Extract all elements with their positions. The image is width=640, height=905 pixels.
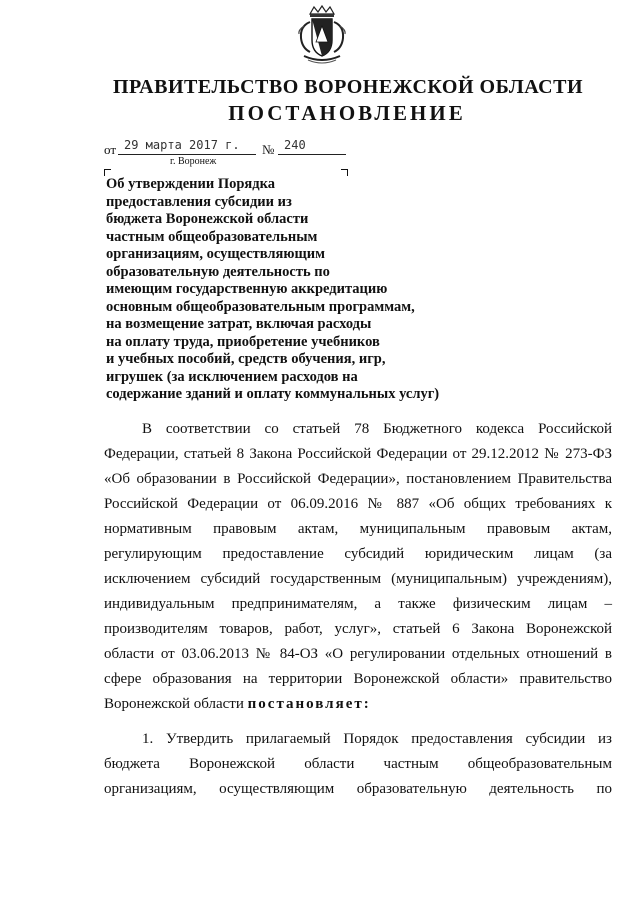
document-type: ПОСТАНОВЛЕНИЕ [228, 101, 466, 125]
subject-line: на возмещение затрат, включая расходы [106, 316, 372, 332]
decree-word: постановляет: [247, 696, 371, 712]
subject-line: предоставления субсидии из [106, 193, 292, 210]
subject-line: частным общеобразовательным [106, 228, 318, 245]
text-line: Российской Федерации от 06.09.2016 № 887 «Об общих требованиях к [104, 496, 612, 512]
subject-line: образовательную деятельность по [106, 263, 330, 280]
subject-line: и учебных пособий, средств обучения, игр, [106, 351, 386, 367]
text-line: производителям товаров, работ, услуг», статьей 6 Закона Воронежской [104, 621, 612, 637]
subject-corner-left [104, 169, 111, 176]
number-label: № [262, 142, 275, 157]
text-line: организациям, осуществляющим образовательную деятельность по [104, 781, 612, 797]
subject-line: на оплату труда, приобретение учебников [106, 333, 380, 350]
subject-line: Об утверждении Порядка [106, 176, 275, 192]
text-line [104, 692, 612, 717]
subject-line: содержание зданий и оплату коммунальных услуг) [106, 386, 440, 402]
city-label: г. Воронеж [170, 156, 217, 167]
coat-of-arms-emblem [292, 4, 352, 66]
number-value: 240 [278, 136, 346, 155]
text-line: Федерации, статьей 8 Закона Российской Федерации от 29.12.2012 № 273-ФЗ [104, 446, 612, 462]
preamble-last-prefix: Воронежской области [104, 696, 244, 712]
document-meta [104, 138, 364, 158]
item-1-paragraph [104, 727, 612, 802]
preamble-paragraph [104, 417, 612, 717]
date-label: от [104, 142, 117, 157]
subject-line: игрушек (за исключением расходов на [106, 368, 358, 385]
date-value: 29 марта 2017 г. [118, 136, 256, 155]
text-line: регулирующим предоставление субсидий юридическим лицам (за [104, 546, 612, 562]
text-line: индивидуальным предпринимателям, а также физическим лицам – [104, 596, 612, 612]
subject-line: имеющим государственную аккредитацию [106, 281, 388, 297]
document-subject [106, 176, 476, 404]
subject-corner-right [341, 169, 348, 176]
text-line: В соответствии со статьей 78 Бюджетного кодекса Российской [142, 421, 612, 437]
text-line: сфере образования на территории Воронежской области» правительство [104, 671, 612, 687]
text-line: исключением субсидий государственным (муниципальным) учреждениям), [104, 571, 612, 587]
text-line: «Об образовании в Российской Федерации», постановлением Правительства [104, 471, 612, 487]
subject-line: основным общеобразовательным программам, [106, 298, 415, 315]
document-body [104, 417, 612, 812]
text-line: бюджета Воронежской области частным общеобразовательным [104, 756, 612, 772]
subject-line: организациям, осуществляющим [106, 246, 325, 262]
text-line: нормативным правовым актам, муниципальным правовым актам, [104, 521, 612, 537]
text-line: 1. Утвердить прилагаемый Порядок предоставления субсидии из [142, 731, 612, 747]
text-line: области от 03.06.2013 № 84-ОЗ «О регулировании отдельных отношений в [104, 646, 612, 662]
subject-line: бюджета Воронежской области [106, 211, 309, 227]
government-title: ПРАВИТЕЛЬСТВО ВОРОНЕЖСКОЙ ОБЛАСТИ [112, 76, 584, 98]
